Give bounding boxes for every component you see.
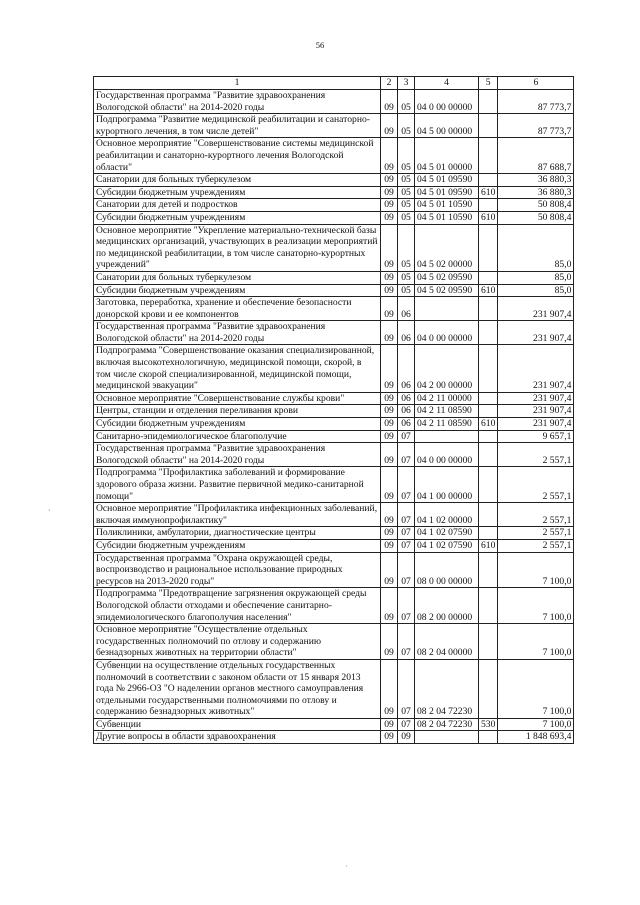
section-code-cell: 09 bbox=[381, 624, 398, 660]
expense-type-cell bbox=[479, 90, 498, 114]
section-code-cell: 09 bbox=[381, 552, 398, 588]
subsection-code-cell: 06 bbox=[398, 405, 415, 418]
target-article-cell: 04 5 01 10590 bbox=[415, 211, 479, 224]
table-row bbox=[94, 430, 574, 443]
section-code-cell: 09 bbox=[381, 588, 398, 624]
section-code-cell: 09 bbox=[381, 321, 398, 345]
amount-cell: 2 557,1 bbox=[498, 443, 574, 467]
target-article-cell: 04 2 11 08590 bbox=[415, 418, 479, 431]
row-name-cell: Другие вопросы в области здравоохранения bbox=[94, 731, 381, 744]
expense-type-cell bbox=[479, 138, 498, 174]
expense-type-cell bbox=[479, 271, 498, 284]
row-name-cell: Государственная программа "Развитие здравоохранения Вологодской области" на 2014-2020 годы bbox=[94, 443, 381, 467]
section-code-cell: 09 bbox=[381, 418, 398, 431]
table-row bbox=[94, 174, 574, 187]
row-name-cell: Подпрограмма "Профилактика заболеваний и формирование здорового образа жизни. Развитие первичной медико-санитарной помощи" bbox=[94, 467, 381, 503]
amount-cell: 85,0 bbox=[498, 224, 574, 271]
target-article-cell: 04 0 00 00000 bbox=[415, 443, 479, 467]
target-article-cell: 04 1 02 00000 bbox=[415, 503, 479, 527]
amount-cell: 87 773,7 bbox=[498, 114, 574, 138]
section-code-cell: 09 bbox=[381, 731, 398, 744]
section-code-cell: 09 bbox=[381, 659, 398, 718]
margin-mark: · bbox=[48, 506, 51, 515]
target-article-cell: 08 2 04 72230 bbox=[415, 718, 479, 731]
subsection-code-cell: 06 bbox=[398, 418, 415, 431]
row-name-cell: Государственная программа "Развитие здравоохранения Вологодской области" на 2014-2020 годы bbox=[94, 90, 381, 114]
target-article-cell: 04 5 01 09590 bbox=[415, 186, 479, 199]
bottom-mark: · bbox=[345, 862, 348, 871]
expense-type-cell: 610 bbox=[479, 211, 498, 224]
target-article-cell bbox=[415, 731, 479, 744]
row-name-cell: Основное мероприятие "Профилактика инфекционных заболеваний, включая иммунопрофилактику" bbox=[94, 503, 381, 527]
table-body bbox=[94, 77, 574, 744]
table-header-row bbox=[94, 77, 574, 90]
expense-type-cell bbox=[479, 527, 498, 540]
amount-cell: 87 688,7 bbox=[498, 138, 574, 174]
subsection-code-cell: 07 bbox=[398, 430, 415, 443]
section-code-cell: 09 bbox=[381, 284, 398, 297]
row-name-cell: Субсидии бюджетным учреждениям bbox=[94, 284, 381, 297]
table-row bbox=[94, 503, 574, 527]
expense-type-cell bbox=[479, 345, 498, 392]
amount-cell: 7 100,0 bbox=[498, 552, 574, 588]
amount-cell: 7 100,0 bbox=[498, 624, 574, 660]
table-row bbox=[94, 297, 574, 321]
expense-type-cell bbox=[479, 588, 498, 624]
row-name-cell: Основное мероприятие "Совершенствование системы медицинской реабилитации и санаторно-курортного лечения Вологодской области" bbox=[94, 138, 381, 174]
subsection-code-cell: 05 bbox=[398, 224, 415, 271]
row-name-cell: Государственная программа "Охрана окружающей среды, воспроизводство и рациональное использование природных ресурсов на 2013-2020 годы" bbox=[94, 552, 381, 588]
subsection-code-cell: 07 bbox=[398, 552, 415, 588]
expense-type-cell: 610 bbox=[479, 186, 498, 199]
target-article-cell: 04 5 00 00000 bbox=[415, 114, 479, 138]
amount-cell: 87 773,7 bbox=[498, 90, 574, 114]
row-name-cell: Субвенции на осуществление отдельных государственных полномочий в соответствии с законом области от 15 января 2013 года № 2966-ОЗ "О наделении органов местного самоуправления отдельными государственными полномочиями по отлову и содержанию безнадзорных животных" bbox=[94, 659, 381, 718]
row-name-cell: Подпрограмма "Совершенствование оказания специализированной, включая высокотехнологичную, медицинской помощи, скорой, в том числе скорой специализированной, медицинской помощи, медицинской эвакуации" bbox=[94, 345, 381, 392]
expense-type-cell bbox=[479, 199, 498, 212]
subsection-code-cell: 07 bbox=[398, 527, 415, 540]
subsection-code-cell: 07 bbox=[398, 588, 415, 624]
row-name-cell: Санатории для больных туберкулезом bbox=[94, 174, 381, 187]
target-article-cell: 08 2 04 00000 bbox=[415, 624, 479, 660]
column-header: 1 bbox=[94, 77, 381, 90]
target-article-cell: 04 0 00 00000 bbox=[415, 90, 479, 114]
subsection-code-cell: 07 bbox=[398, 659, 415, 718]
table-row bbox=[94, 211, 574, 224]
column-header: 3 bbox=[398, 77, 415, 90]
section-code-cell: 09 bbox=[381, 405, 398, 418]
amount-cell: 231 907,4 bbox=[498, 392, 574, 405]
target-article-cell: 04 1 00 00000 bbox=[415, 467, 479, 503]
row-name-cell: Субсидии бюджетным учреждениям bbox=[94, 186, 381, 199]
amount-cell: 2 557,1 bbox=[498, 503, 574, 527]
section-code-cell: 09 bbox=[381, 345, 398, 392]
target-article-cell: 04 5 01 00000 bbox=[415, 138, 479, 174]
table-row bbox=[94, 418, 574, 431]
column-header: 5 bbox=[479, 77, 498, 90]
row-name-cell: Субсидии бюджетным учреждениям bbox=[94, 539, 381, 552]
table-row bbox=[94, 138, 574, 174]
expense-type-cell bbox=[479, 321, 498, 345]
subsection-code-cell: 07 bbox=[398, 624, 415, 660]
subsection-code-cell: 07 bbox=[398, 718, 415, 731]
target-article-cell: 04 5 02 09590 bbox=[415, 284, 479, 297]
target-article-cell: 04 2 11 00000 bbox=[415, 392, 479, 405]
amount-cell: 231 907,4 bbox=[498, 418, 574, 431]
target-article-cell: 04 1 02 07590 bbox=[415, 539, 479, 552]
subsection-code-cell: 09 bbox=[398, 731, 415, 744]
table-row bbox=[94, 392, 574, 405]
section-code-cell: 09 bbox=[381, 90, 398, 114]
table-row bbox=[94, 271, 574, 284]
target-article-cell: 08 0 00 00000 bbox=[415, 552, 479, 588]
subsection-code-cell: 05 bbox=[398, 211, 415, 224]
amount-cell: 7 100,0 bbox=[498, 588, 574, 624]
row-name-cell: Подпрограмма "Развитие медицинской реабилитации и санаторно-курортного лечения, в том числе детей" bbox=[94, 114, 381, 138]
table-row bbox=[94, 552, 574, 588]
section-code-cell: 09 bbox=[381, 199, 398, 212]
table-row bbox=[94, 659, 574, 718]
expense-type-cell: 610 bbox=[479, 284, 498, 297]
row-name-cell: Поликлиники, амбулатории, диагностические центры bbox=[94, 527, 381, 540]
amount-cell: 50 808,4 bbox=[498, 199, 574, 212]
expense-type-cell bbox=[479, 624, 498, 660]
row-name-cell: Субсидии бюджетным учреждениям bbox=[94, 211, 381, 224]
amount-cell: 231 907,4 bbox=[498, 297, 574, 321]
table-row bbox=[94, 199, 574, 212]
target-article-cell bbox=[415, 297, 479, 321]
table-row bbox=[94, 114, 574, 138]
row-name-cell: Санатории для детей и подростков bbox=[94, 199, 381, 212]
subsection-code-cell: 07 bbox=[398, 539, 415, 552]
subsection-code-cell: 06 bbox=[398, 321, 415, 345]
table-row bbox=[94, 443, 574, 467]
subsection-code-cell: 07 bbox=[398, 467, 415, 503]
target-article-cell: 04 5 02 09590 bbox=[415, 271, 479, 284]
section-code-cell: 09 bbox=[381, 527, 398, 540]
expense-type-cell bbox=[479, 297, 498, 321]
expense-type-cell bbox=[479, 392, 498, 405]
expense-type-cell bbox=[479, 114, 498, 138]
table-row bbox=[94, 321, 574, 345]
budget-table bbox=[93, 76, 574, 744]
target-article-cell: 08 2 04 72230 bbox=[415, 659, 479, 718]
row-name-cell: Заготовка, переработка, хранение и обеспечение безопасности донорской крови и ее компонентов bbox=[94, 297, 381, 321]
table-row bbox=[94, 224, 574, 271]
table-row bbox=[94, 405, 574, 418]
amount-cell: 36 880,3 bbox=[498, 186, 574, 199]
row-name-cell: Подпрограмма "Предотвращение загрязнения окружающей среды Вологодской области отходами и обеспечение санитарно-эпидемиологического благополучия населения" bbox=[94, 588, 381, 624]
section-code-cell: 09 bbox=[381, 718, 398, 731]
subsection-code-cell: 05 bbox=[398, 90, 415, 114]
section-code-cell: 09 bbox=[381, 224, 398, 271]
subsection-code-cell: 06 bbox=[398, 297, 415, 321]
amount-cell: 50 808,4 bbox=[498, 211, 574, 224]
target-article-cell: 04 1 02 07590 bbox=[415, 527, 479, 540]
target-article-cell: 04 2 00 00000 bbox=[415, 345, 479, 392]
section-code-cell: 09 bbox=[381, 186, 398, 199]
section-code-cell: 09 bbox=[381, 271, 398, 284]
subsection-code-cell: 05 bbox=[398, 138, 415, 174]
row-name-cell: Государственная программа "Развитие здравоохранения Вологодской области" на 2014-2020 годы bbox=[94, 321, 381, 345]
amount-cell: 9 657,1 bbox=[498, 430, 574, 443]
target-article-cell: 04 5 01 09590 bbox=[415, 174, 479, 187]
row-name-cell: Субсидии бюджетным учреждениям bbox=[94, 418, 381, 431]
expense-type-cell bbox=[479, 224, 498, 271]
expense-type-cell bbox=[479, 430, 498, 443]
column-header: 2 bbox=[381, 77, 398, 90]
subsection-code-cell: 05 bbox=[398, 186, 415, 199]
expense-type-cell bbox=[479, 174, 498, 187]
section-code-cell: 09 bbox=[381, 443, 398, 467]
expense-type-cell bbox=[479, 405, 498, 418]
table-row bbox=[94, 588, 574, 624]
table-row bbox=[94, 731, 574, 744]
subsection-code-cell: 05 bbox=[398, 114, 415, 138]
row-name-cell: Санитарно-эпидемиологическое благополучие bbox=[94, 430, 381, 443]
table-row bbox=[94, 718, 574, 731]
expense-type-cell: 610 bbox=[479, 418, 498, 431]
expense-type-cell bbox=[479, 552, 498, 588]
target-article-cell bbox=[415, 430, 479, 443]
amount-cell: 2 557,1 bbox=[498, 527, 574, 540]
row-name-cell: Основное мероприятие "Укрепление материально-технической базы медицинских организаций, участвующих в реализации мероприятий по медицинской реабилитации, в том числе санаторно-курортных учреждений" bbox=[94, 224, 381, 271]
target-article-cell: 04 5 02 00000 bbox=[415, 224, 479, 271]
expense-type-cell bbox=[479, 731, 498, 744]
subsection-code-cell: 05 bbox=[398, 174, 415, 187]
expense-type-cell: 610 bbox=[479, 539, 498, 552]
target-article-cell: 04 5 01 10590 bbox=[415, 199, 479, 212]
section-code-cell: 09 bbox=[381, 392, 398, 405]
expense-type-cell bbox=[479, 467, 498, 503]
amount-cell: 2 557,1 bbox=[498, 467, 574, 503]
subsection-code-cell: 05 bbox=[398, 284, 415, 297]
expense-type-cell bbox=[479, 443, 498, 467]
subsection-code-cell: 06 bbox=[398, 345, 415, 392]
row-name-cell: Субвенции bbox=[94, 718, 381, 731]
row-name-cell: Центры, станции и отделения переливания крови bbox=[94, 405, 381, 418]
column-header: 4 bbox=[415, 77, 479, 90]
subsection-code-cell: 07 bbox=[398, 503, 415, 527]
expense-type-cell bbox=[479, 659, 498, 718]
amount-cell: 2 557,1 bbox=[498, 539, 574, 552]
section-code-cell: 09 bbox=[381, 467, 398, 503]
section-code-cell: 09 bbox=[381, 430, 398, 443]
amount-cell: 85,0 bbox=[498, 284, 574, 297]
section-code-cell: 09 bbox=[381, 539, 398, 552]
row-name-cell: Основное мероприятие "Совершенствование службы крови" bbox=[94, 392, 381, 405]
table-row bbox=[94, 467, 574, 503]
table-row bbox=[94, 284, 574, 297]
table-row bbox=[94, 186, 574, 199]
table-row bbox=[94, 624, 574, 660]
table-row bbox=[94, 539, 574, 552]
table-row bbox=[94, 345, 574, 392]
amount-cell: 7 100,0 bbox=[498, 659, 574, 718]
subsection-code-cell: 07 bbox=[398, 443, 415, 467]
amount-cell: 1 848 693,4 bbox=[498, 731, 574, 744]
amount-cell: 231 907,4 bbox=[498, 321, 574, 345]
subsection-code-cell: 05 bbox=[398, 271, 415, 284]
section-code-cell: 09 bbox=[381, 503, 398, 527]
section-code-cell: 09 bbox=[381, 211, 398, 224]
table-row bbox=[94, 527, 574, 540]
section-code-cell: 09 bbox=[381, 138, 398, 174]
amount-cell: 231 907,4 bbox=[498, 345, 574, 392]
target-article-cell: 04 2 11 08590 bbox=[415, 405, 479, 418]
row-name-cell: Санатории для больных туберкулезом bbox=[94, 271, 381, 284]
table-row bbox=[94, 90, 574, 114]
expense-type-cell: 530 bbox=[479, 718, 498, 731]
amount-cell: 36 880,3 bbox=[498, 174, 574, 187]
section-code-cell: 09 bbox=[381, 297, 398, 321]
target-article-cell: 08 2 00 00000 bbox=[415, 588, 479, 624]
amount-cell: 231 907,4 bbox=[498, 405, 574, 418]
row-name-cell: Основное мероприятие "Осуществление отдельных государственных полномочий по отлову и содержанию безнадзорных животных на территории области" bbox=[94, 624, 381, 660]
subsection-code-cell: 05 bbox=[398, 199, 415, 212]
column-header: 6 bbox=[498, 77, 574, 90]
expense-type-cell bbox=[479, 503, 498, 527]
subsection-code-cell: 06 bbox=[398, 392, 415, 405]
section-code-cell: 09 bbox=[381, 174, 398, 187]
amount-cell: 85,0 bbox=[498, 271, 574, 284]
amount-cell: 7 100,0 bbox=[498, 718, 574, 731]
section-code-cell: 09 bbox=[381, 114, 398, 138]
target-article-cell: 04 0 00 00000 bbox=[415, 321, 479, 345]
page-number: 56 bbox=[315, 40, 325, 50]
